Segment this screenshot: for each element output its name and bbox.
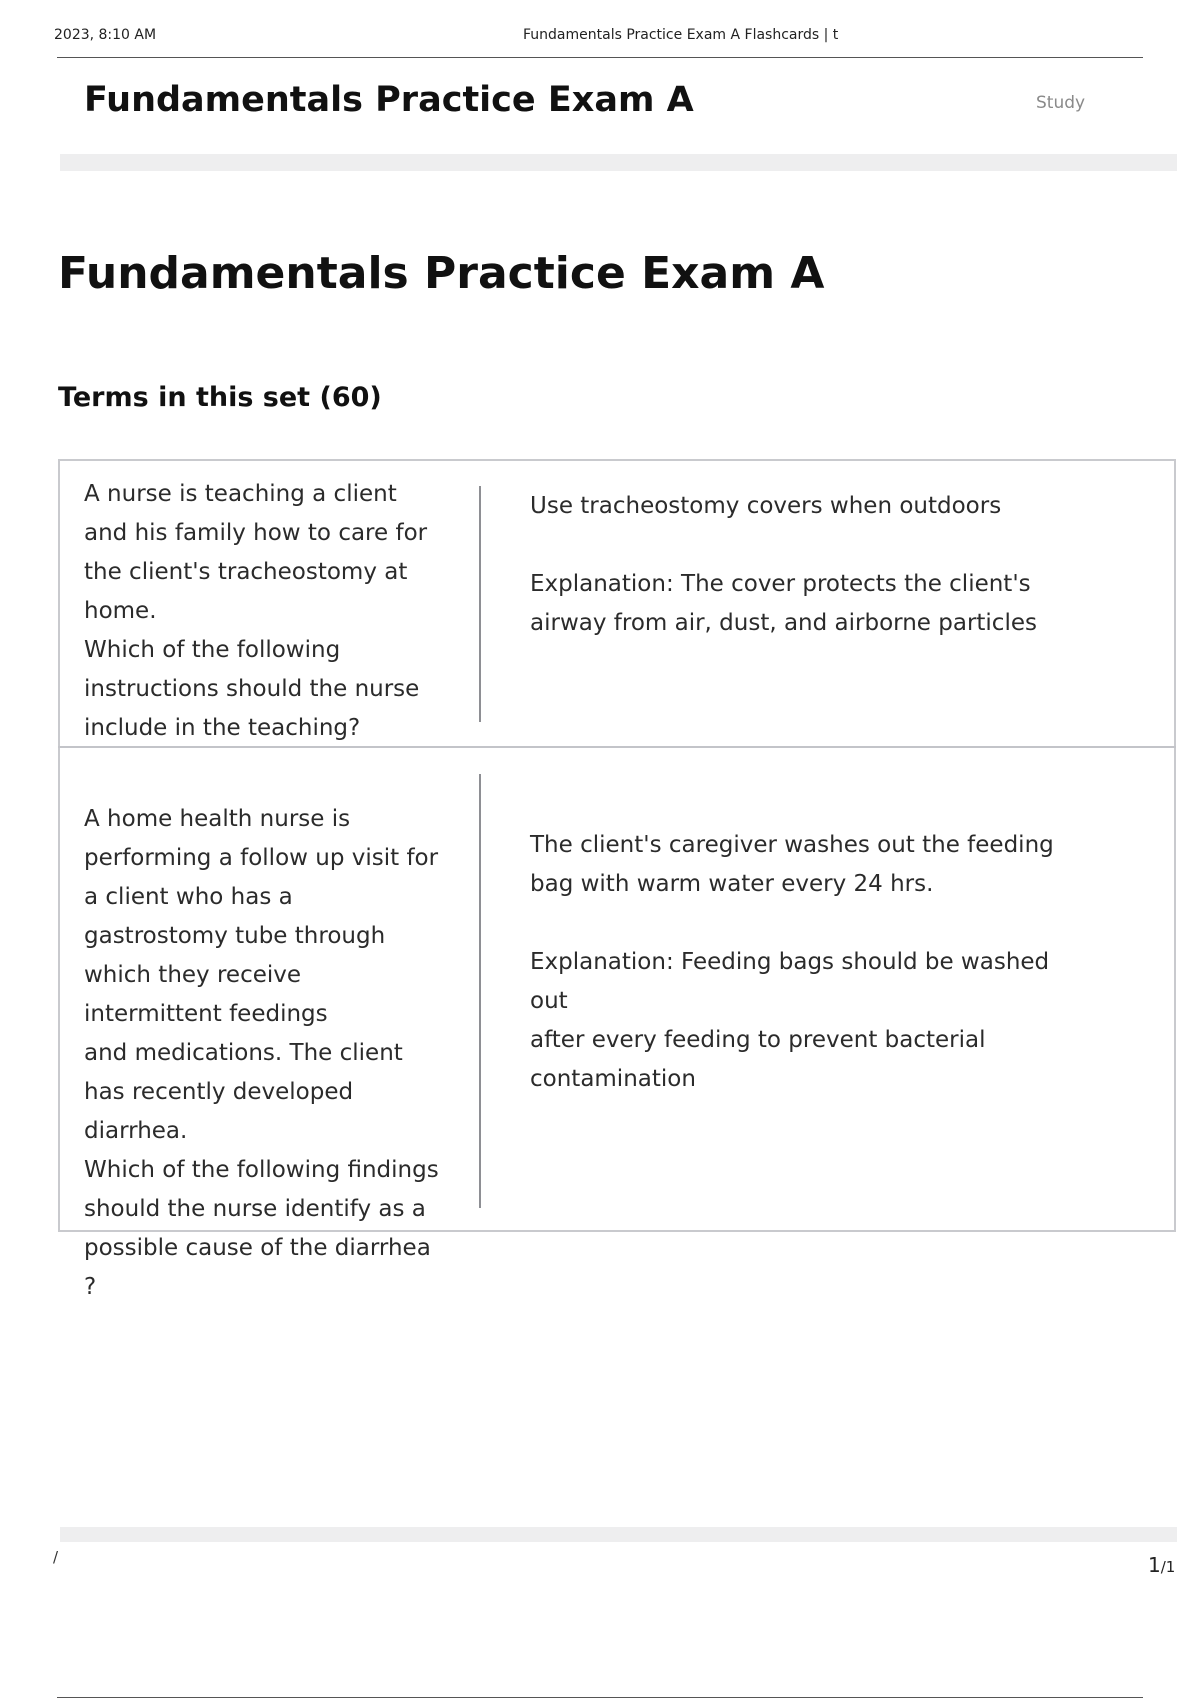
bottom-band (60, 1527, 1177, 1542)
terms-count-heading: Terms in this set (60) (58, 382, 382, 413)
card-column-divider (479, 486, 481, 722)
card-definition: Use tracheostomy covers when outdoors Explanation: The cover protects the client's airway from air, dust, and airborne particles (530, 493, 1037, 636)
print-page-title: Fundamentals Practice Exam A Flashcards | t (523, 27, 839, 43)
header-divider (57, 57, 1143, 58)
page-total: /1 (1160, 1558, 1176, 1576)
card-term: A home health nurse is performing a follow up visit for a client who has a gastrostomy tube through which they receive intermittent feedings and medications. The client has recently developed diarrhea. Which of the following findings should the nurse identify as a possible cause of the diarrhea ? (84, 806, 439, 1300)
print-date: 2023, 8:10 AM (54, 27, 157, 43)
footer-mark: / (53, 1548, 59, 1566)
card-definition: The client's caregiver washes out the feeding bag with warm water every 24 hrs. Explanation: Feeding bags should be washed out after every feeding to prevent bacterial contamination (530, 832, 1054, 1092)
page-number (1148, 1553, 1175, 1577)
top-band (60, 154, 1177, 171)
page-title: Fundamentals Practice Exam A (58, 248, 825, 299)
card-column-divider (479, 774, 481, 1208)
card-term: A nurse is teaching a client and his family how to care for the client's tracheostomy at home. Which of the following instructions should the nurse include in the teaching? (84, 481, 428, 741)
study-link[interactable]: Study (1036, 93, 1086, 113)
page-current: 1 (1148, 1553, 1161, 1577)
footer-divider (57, 1697, 1143, 1698)
site-header-title: Fundamentals Practice Exam A (84, 80, 694, 120)
